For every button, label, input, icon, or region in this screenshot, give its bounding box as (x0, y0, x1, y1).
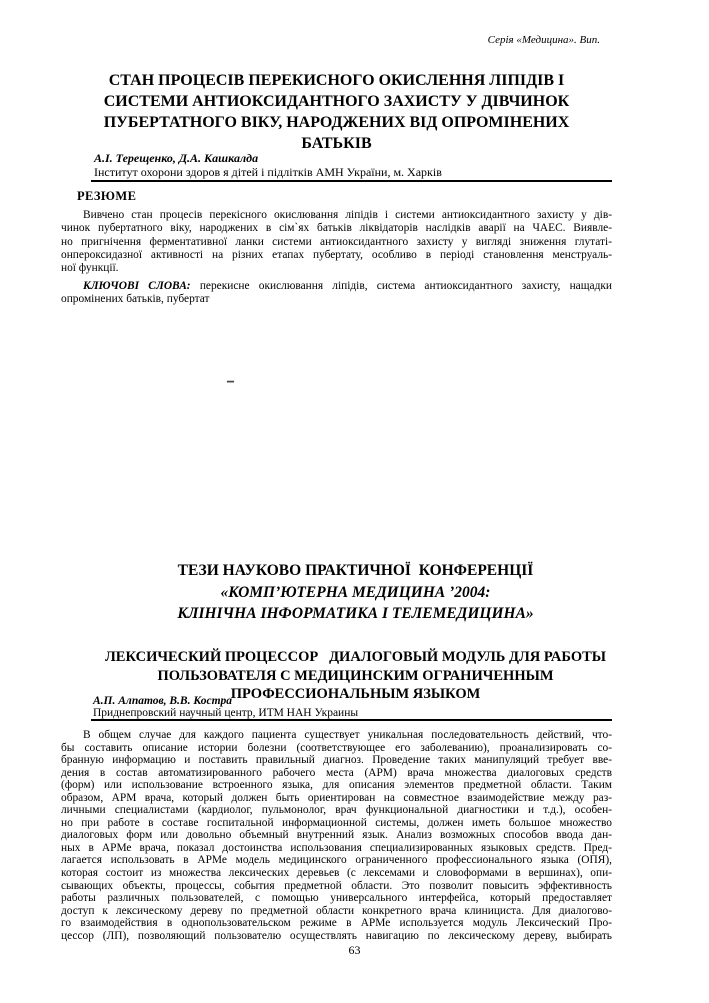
article2-body-line: бы составить описание истории болезни (соответствующее его заболеванию), проанализировать со- (61, 741, 612, 754)
resume-line: чинок пубертатного віку, народжених в сім`ях батьків ліквідаторів наслідків аварії на ЧАЕС. Виявле- (61, 222, 612, 235)
article1-title-line: БАТЬКІВ (301, 135, 372, 152)
keywords-text: перекисне окислювання ліпідів, система антиоксидантного захисту, нащадки (199, 280, 612, 292)
article2-body-line: (форм) или использование встроенного языка, для описания элементов предметной области. Таким (61, 779, 612, 792)
article2-body-line: В общем случае для каждого пациента существует уникальная последовательность действий, что- (83, 729, 612, 741)
article2-body-line: но при работе в составе госпитальной информационной системы, должен иметь большое множество (61, 816, 612, 829)
article2-body-line: диалоговых форм или довольно объемный внутренний язык. Анализ возможных способов ввода дан- (61, 829, 612, 842)
resume-line: Вивчено стан процесів перекісного окислювання ліпідів і системи антиоксидантного захисту у дів- (83, 209, 612, 221)
article2-affiliation: Приднепровский научный центр, ИТМ НАН Украины (93, 707, 359, 719)
article2-title-line: ПОЛЬЗОВАТЕЛЯ С МЕДИЦИНСКИМ ОГРАНИЧЕННЫМ (157, 667, 554, 684)
resume-heading: РЕЗЮМЕ (77, 189, 137, 203)
article1-title-line: СТАН ПРОЦЕСІВ ПЕРЕКИСНОГО ОКИСЛЕННЯ ЛІПІДІВ І (108, 72, 565, 89)
article2-body-line: ных в АРМе врача, показал достоинства использования специализированных языковых средств. Пред- (61, 841, 612, 854)
conference-heading-line3: КЛІНІЧНА ІНФОРМАТИКА І ТЕЛЕМЕДИЦИНА» (177, 605, 534, 622)
resume-line: ної функції. (61, 262, 119, 274)
conference-heading (80, 560, 631, 625)
article2-body-line: образом, АРМ врача, который должен быть ориентирован на совместное взаимодействие между раз- (61, 791, 612, 804)
keywords-line-2: опромінених батьків, пубертат (61, 293, 210, 306)
article2-authors: А.П. Алпатов, В.В. Костра (93, 695, 233, 707)
resume-line: онпероксидазної активності на різних етапах пубертату, особливо в періоді становлення менструаль- (61, 248, 612, 261)
conference-heading-line1: ТЕЗИ НАУКОВО ПРАКТИЧНОЇ КОНФЕРЕНЦІЇ (177, 562, 534, 579)
section-rule-top (91, 180, 612, 182)
article2-body-paragraph (61, 729, 612, 942)
article1-title-line: ПУБЕРТАТНОГО ВІКУ, НАРОДЖЕНИХ ВІД ОПРОМІНЕНИХ (103, 114, 570, 131)
page-number: 63 (348, 943, 361, 957)
journal-series-header: Серія «Медицина». Вип. (487, 34, 600, 46)
resume-paragraph (61, 209, 612, 275)
conference-heading-line2: «КОМП’ЮТЕРНА МЕДИЦИНА ’2004: (220, 583, 491, 601)
article2-body-line: го взаимодействия в однопользовательском режиме в АРМе используется модуль Лексический Про- (61, 917, 612, 930)
article2-title-line: ЛЕКСИЧЕСКИЙ ПРОЦЕССОР ДИАЛОГОВЫЙ МОДУЛЬ ДЛЯ РАБОТЫ (104, 649, 607, 665)
article2-body-line: цессор (ЛП), позволяющий пользователю осуществлять навигацию по лексическому дереву, выбирать (61, 929, 612, 942)
article2-body-line: доступ к лексическому дереву по предметной области конкретного врача клинициста. Для диалогово- (61, 904, 612, 917)
section-rule-bottom (91, 719, 612, 721)
article2-body-line: бранную информацию и поставить правильный диагноз. Проведение таких манипуляций требует вве- (61, 754, 612, 767)
article2-body-line: работы различных пользователей, с помощью универсального интерфейса, который предоставляет (61, 892, 612, 905)
resume-line: но пригнічення ферментативної ланки системи антиоксидантного захисту у вигляді зниження глутаті- (61, 235, 612, 248)
article2-body-line: лагается использовать в АРМе модель медицинского ограниченного профессионального языка (ОПЯ), (61, 854, 612, 867)
article2-body-line: дения в состав автоматизированного рабочего места (АРМ) врача множества диалоговых средств (61, 766, 612, 779)
stray-dash-mark: – (227, 367, 234, 395)
keywords-paragraph (61, 280, 612, 307)
article2-title-line: ПРОФЕССИОНАЛЬНЫМ ЯЗЫКОМ (230, 686, 481, 702)
article2-body-line: сывающих объекты, процессы, события предметной области. Это позволит повысить эффективность (61, 879, 612, 892)
keywords-label: КЛЮЧОВІ СЛОВА: (83, 280, 191, 292)
article2-body-line: личными специалистами (кардиолог, пульмонолог, врач функциональной диагностики и т.д.), особен- (61, 804, 612, 817)
article1-title-line: СИСТЕМИ АНТИОКСИДАНТНОГО ЗАХИСТУ У ДІВЧИНОК (103, 93, 570, 110)
article1-title (61, 70, 612, 154)
article1-affiliation: Інститут охорони здоров я дітей і підлітків АМН України, м. Харків (94, 165, 442, 179)
article1-authors: А.І. Терещенко, Д.А. Кашкалда (94, 151, 259, 165)
keywords-line-1 (61, 280, 612, 293)
article2-body-line: которая состоит из множества лексических деревьев (с лексемами и словоформами в вершинах), опи- (61, 867, 612, 880)
